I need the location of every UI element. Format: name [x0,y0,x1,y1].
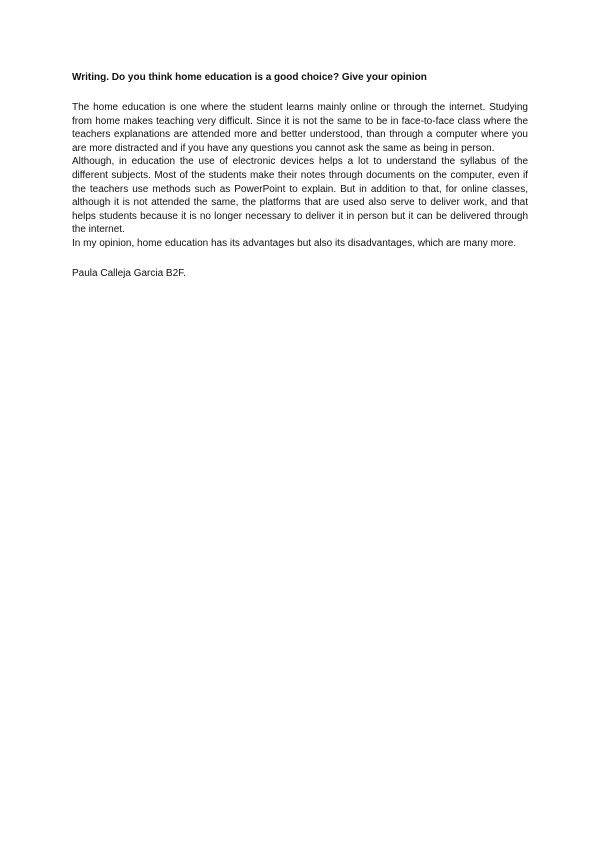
document-title: Writing. Do you think home education is a good choice? Give your opinion [72,72,427,83]
paragraph-opinion: In my opinion, home education has its advantages but also its disadvantages, which are many more. [72,237,517,249]
paragraph-advantages: Although, in education the use of electronic devices helps a lot to understand the syllabus of the different subjects. Most of the students make their notes through documents on the computer, even if the teachers use methods such as PowerPoint to explain. But in addition to that, for online classes, although it is not attended the same, the platforms that are used also serve to deliver work, and that helps students because it is no longer necessary to deliver it in person but it can be delivered through the internet. [72,156,528,236]
paragraph-intro: The home education is one where the student learns mainly online or through the internet. Studying from home makes teaching very difficult. Since it is not the same to be in face-to-face class where the teachers explanations are attended more and better understood, than through a computer where you are more distracted and if you have any questions you cannot ask the same as being in person. [72,102,528,154]
document-body [72,71,528,281]
author-signature: Paula Calleja Garcia B2F. [72,267,186,279]
